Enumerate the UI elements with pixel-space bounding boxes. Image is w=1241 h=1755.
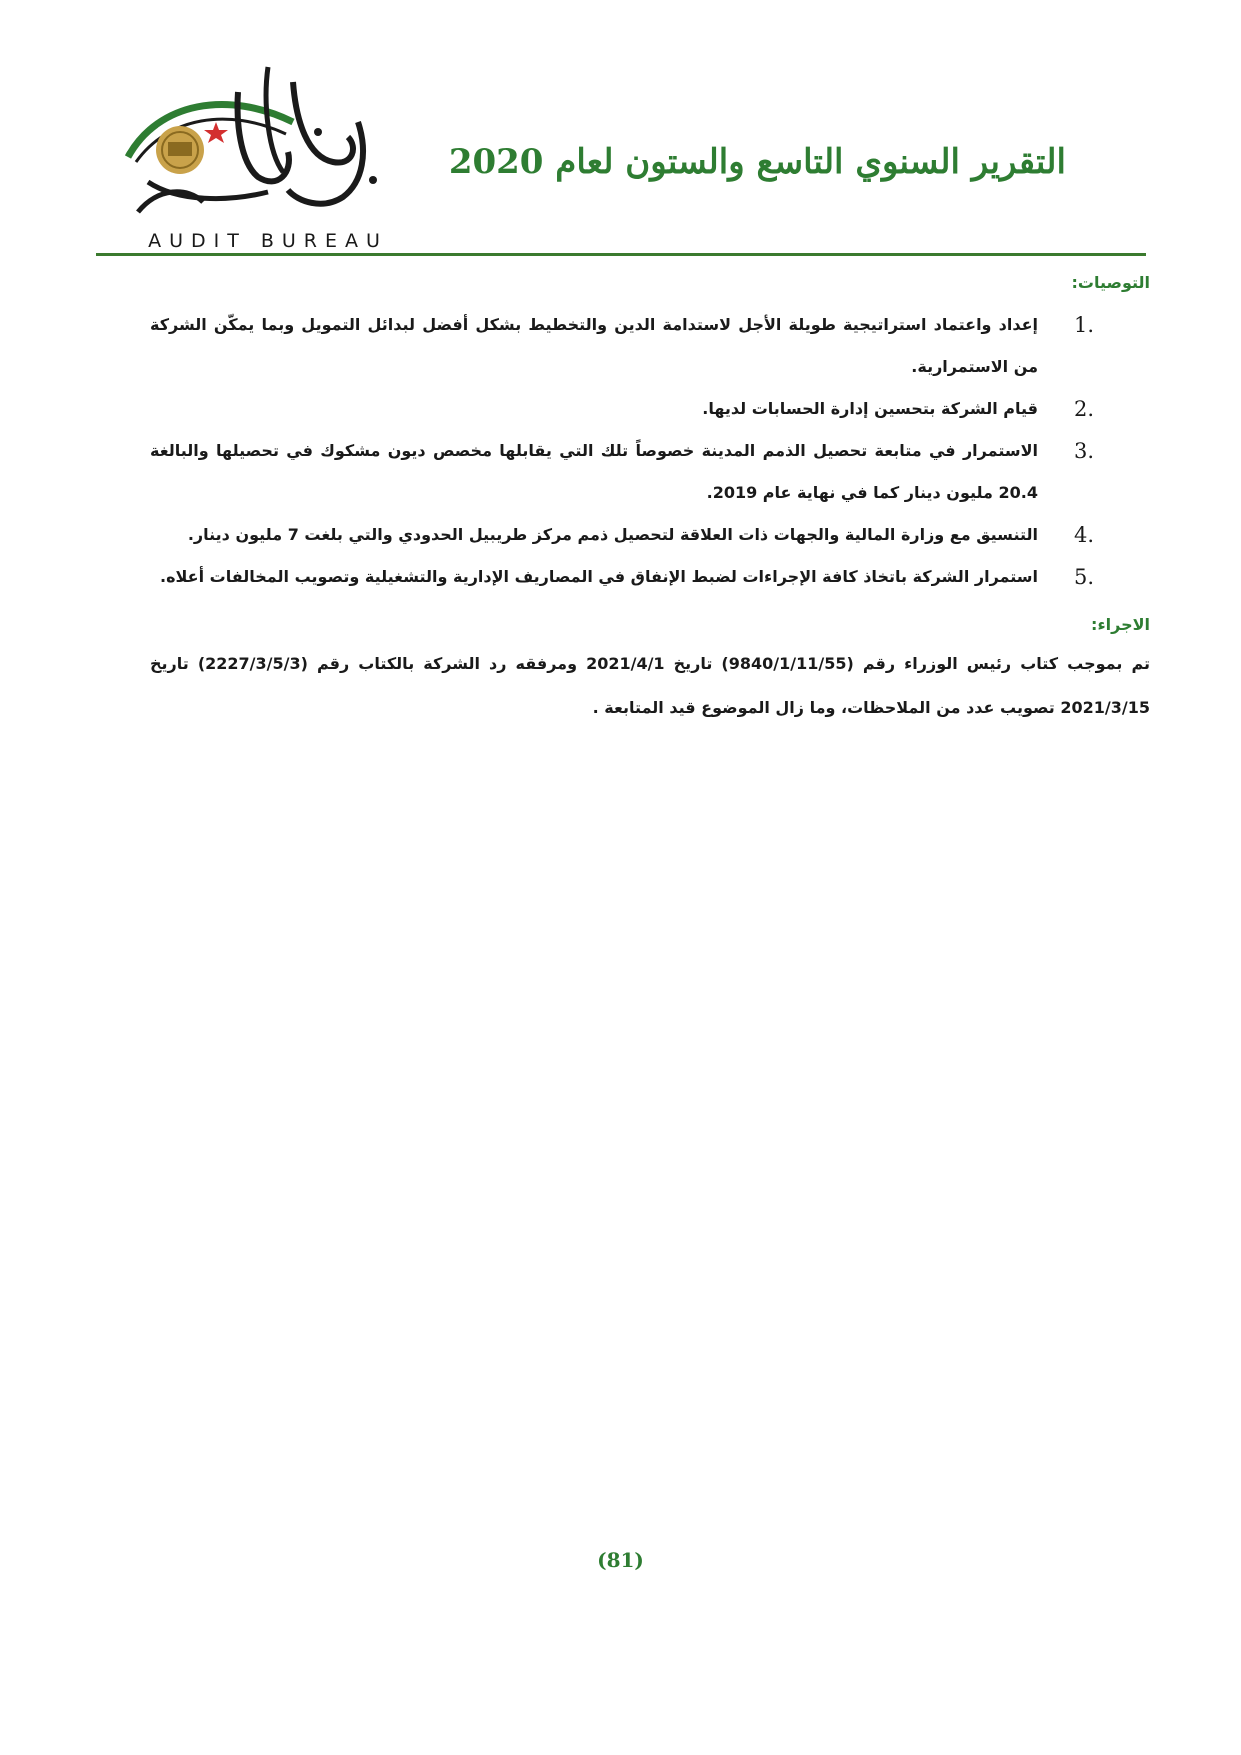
logo-caption: AUDIT BUREAU — [148, 230, 388, 252]
recommendations-heading: التوصيات: — [1071, 273, 1150, 292]
recommendations-list — [150, 304, 1100, 598]
main-content — [150, 268, 1151, 730]
action-heading: الاجراء: — [1091, 615, 1150, 634]
list-item — [150, 556, 1100, 598]
list-item — [150, 388, 1100, 430]
logo-emblem-icon — [118, 62, 418, 232]
list-item-text: الاستمرار في متابعة تحصيل الذمم المدينة خصوصاً تلك التي يقابلها مخصص ديون مشكوك في تحصيلها والبالغة 20.4 مليون دينار كما في نهاية عام 2019. — [150, 441, 1038, 502]
action-paragraph: تم بموجب كتاب رئيس الوزراء رقم (9840/1/11/55) تاريخ 2021/4/1 ومرفقه رد الشركة بالكتاب رقم (2227/3/5/3) تاريخ 2021/3/15 تصويب عدد من الملاحظات، وما زال الموضوع قيد المتابعة . — [150, 654, 1151, 717]
page-header — [0, 0, 1241, 260]
list-item-number: 2. — [1074, 397, 1095, 421]
audit-bureau-logo — [118, 62, 418, 252]
header-divider — [96, 253, 1146, 256]
list-item-text: إعداد واعتماد استراتيجية طويلة الأجل لاستدامة الدين والتخطيط بشكل أفضل لبدائل التمويل وبما يمكّن الشركة من الاستمرارية. — [150, 315, 1038, 376]
list-item — [150, 514, 1100, 556]
list-item — [150, 304, 1100, 388]
list-item-text: التنسيق مع وزارة المالية والجهات ذات العلاقة لتحصيل ذمم مركز طريبيل الحدودي والتي بلغت 7 مليون دينار. — [187, 525, 1038, 544]
list-item-text: استمرار الشركة باتخاذ كافة الإجراءات لضبط الإنفاق في المصاريف الإدارية والتشغيلية وتصويب المخالفات أعلاه. — [160, 567, 1038, 586]
report-title: التقرير السنوي التاسع والستون لعام 2020 — [448, 142, 1066, 182]
list-item — [150, 430, 1100, 514]
page-number: (81) — [597, 1548, 644, 1572]
list-item-number: 4. — [1074, 523, 1095, 547]
list-item-number: 1. — [1074, 313, 1095, 337]
list-item-text: قيام الشركة بتحسين إدارة الحسابات لديها. — [702, 399, 1038, 418]
list-item-number: 3. — [1074, 439, 1095, 463]
list-item-number: 5. — [1074, 565, 1095, 589]
